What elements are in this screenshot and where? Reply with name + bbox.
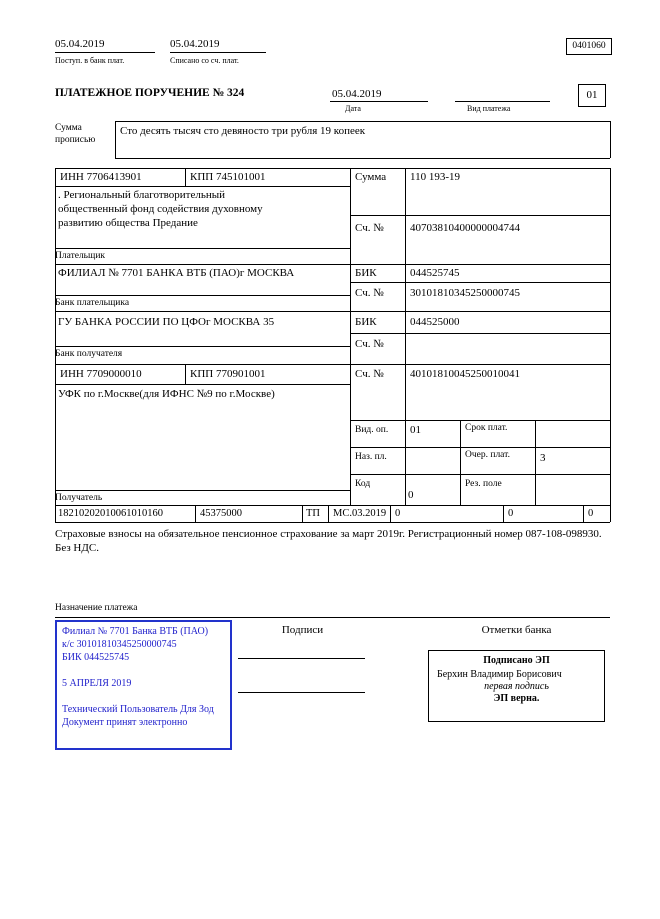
signature-line xyxy=(238,692,365,693)
payee-bank-section-label: Банк получателя xyxy=(55,349,123,359)
bank-marks-label: Отметки банка xyxy=(481,624,552,636)
form-line xyxy=(115,121,610,122)
form-line xyxy=(55,264,610,265)
sum-label: Сумма xyxy=(355,171,387,183)
underline xyxy=(55,52,155,53)
payer-bank-name: ФИЛИАЛ № 7701 БАНКА ВТБ (ПАО)г МОСКВА xyxy=(58,267,295,279)
purpose-code-label: Наз. пл. xyxy=(355,452,387,462)
bank-note-line-2: к/с 30101810345250000745 xyxy=(62,639,177,650)
form-line xyxy=(55,248,350,249)
oktmo-cell: 45375000 xyxy=(200,508,242,519)
form-line xyxy=(460,420,461,505)
payer-account-value: 40703810400000004744 xyxy=(410,222,520,234)
underline xyxy=(330,101,428,102)
payee-bank-name: ГУ БАНКА РОССИИ ПО ЦФОг МОСКВА 35 xyxy=(58,316,275,328)
signature-stamp-box xyxy=(428,650,605,722)
op-kind-label: Вид. оп. xyxy=(355,425,389,435)
pay-order-value: 3 xyxy=(540,452,546,464)
underline xyxy=(170,52,266,53)
underline xyxy=(455,101,550,102)
received-date-label: Поступ. в банк плат. xyxy=(55,56,125,65)
amount-words-label-1: Сумма xyxy=(55,123,82,133)
form-line xyxy=(503,505,504,522)
kbk-cell: 18210202010061010160 xyxy=(58,508,163,519)
status-code: 01 xyxy=(578,84,606,107)
form-line xyxy=(55,295,350,296)
payer-bank-account-label: Сч. № xyxy=(355,287,384,299)
form-line xyxy=(55,617,610,618)
doc-title: ПЛАТЕЖНОЕ ПОРУЧЕНИЕ № 324 xyxy=(55,87,245,99)
form-line xyxy=(55,505,610,506)
form-line xyxy=(55,522,610,523)
payer-inn: ИНН 7706413901 xyxy=(60,171,142,183)
doc-date-label: Дата xyxy=(345,104,361,113)
form-line xyxy=(350,215,610,216)
received-date: 05.04.2019 xyxy=(55,38,105,50)
amount-words-label-2: прописью xyxy=(55,135,96,145)
stamp-verified: ЭП верна. xyxy=(493,693,540,704)
payer-account-label: Сч. № xyxy=(355,222,384,234)
bank-note-line-4: 5 АПРЕЛЯ 2019 xyxy=(62,678,132,689)
payer-bank-section-label: Банк плательщика xyxy=(55,298,130,308)
form-line xyxy=(55,364,610,365)
bank-note-box xyxy=(55,620,232,750)
form-line xyxy=(610,168,611,522)
form-line xyxy=(115,158,610,159)
form-line xyxy=(55,168,56,522)
purpose-text: Страховые взносы на обязательное пенсионное страхование за март 2019г. Регистрационный номер 087-108-098930. Без НДС. xyxy=(55,528,602,554)
bank-note-line-5: Технический Пользователь Для Зод xyxy=(62,704,214,715)
form-line xyxy=(195,505,196,522)
basis-cell: ТП xyxy=(306,508,320,519)
payee-account-label: Сч. № xyxy=(355,368,384,380)
code-value: 0 xyxy=(408,489,414,501)
form-line xyxy=(55,168,610,169)
form-line xyxy=(55,384,350,385)
form-line xyxy=(350,168,351,505)
form-line xyxy=(350,474,610,475)
payer-bank-bik-label: БИК xyxy=(355,267,377,279)
op-kind-value: 01 xyxy=(410,424,421,436)
period-cell: МС.03.2019 xyxy=(333,508,387,519)
form-line xyxy=(390,505,391,522)
sum-value: 110 193-19 xyxy=(410,171,461,183)
form-line xyxy=(115,121,116,158)
payee-bank-bik-label: БИК xyxy=(355,316,377,328)
form-line xyxy=(55,346,350,347)
signature-line xyxy=(238,658,365,659)
code-label: Код xyxy=(355,479,371,489)
payer-section-label: Плательщик xyxy=(55,251,106,261)
form-line xyxy=(302,505,303,522)
signatures-label: Подписи xyxy=(281,624,324,636)
amount-words-value: Сто десять тысяч сто девяносто три рубля 19 копеек xyxy=(120,125,366,137)
payer-kpp: КПП 745101001 xyxy=(190,171,266,183)
purpose-label: Назначение платежа xyxy=(55,603,138,613)
form-line xyxy=(610,121,611,158)
form-line xyxy=(55,490,350,491)
bank-note-line-6: Документ принят электронно xyxy=(62,717,188,728)
form-line xyxy=(350,447,610,448)
payer-bank-account: 30101810345250000745 xyxy=(410,287,520,299)
payer-bank-bik: 044525745 xyxy=(410,267,460,279)
reserve-field-label: Рез. поле xyxy=(465,479,502,489)
stamp-signer-name: Берхин Владимир Борисович xyxy=(437,669,562,680)
payee-bank-bik: 044525000 xyxy=(410,316,460,328)
form-line xyxy=(350,282,610,283)
form-line xyxy=(185,168,186,186)
form-line xyxy=(55,186,350,187)
payee-bank-account-label: Сч. № xyxy=(355,338,384,350)
form-line xyxy=(535,420,536,505)
doc-date-cell: 0 xyxy=(508,508,514,519)
debited-date-label: Списано со сч. плат. xyxy=(170,56,239,65)
payment-kind-label: Вид платежа xyxy=(467,104,511,113)
form-line xyxy=(405,168,406,505)
bank-note-line-1: Филиал № 7701 Банка ВТБ (ПАО) xyxy=(62,626,209,637)
doc-date: 05.04.2019 xyxy=(332,88,382,100)
payment-type-cell: 0 xyxy=(588,508,594,519)
payee-name: УФК по г.Москве(для ИФНС №9 по г.Москве) xyxy=(58,388,275,400)
pay-term-label: Срок плат. xyxy=(465,423,508,433)
doc-number-cell: 0 xyxy=(395,508,401,519)
form-line xyxy=(328,505,329,522)
payee-section-label: Получатель xyxy=(55,493,103,503)
pay-order-label: Очер. плат. xyxy=(465,450,510,460)
form-line xyxy=(55,311,610,312)
bank-note-line-3: БИК 044525745 xyxy=(62,652,130,663)
form-line xyxy=(583,505,584,522)
payee-kpp: КПП 770901001 xyxy=(190,368,266,380)
form-line xyxy=(185,364,186,384)
form-code: 0401060 xyxy=(566,38,612,55)
stamp-first-signature: первая подпись xyxy=(484,681,549,692)
form-line xyxy=(350,333,610,334)
payer-name: . Региональный благотворительный общественный фонд содействия духовному развитию общества Предание xyxy=(58,189,263,229)
form-line xyxy=(350,420,610,421)
payee-inn: ИНН 7709000010 xyxy=(60,368,142,380)
payee-account-value: 40101810045250010041 xyxy=(410,368,520,380)
stamp-title: Подписано ЭП xyxy=(483,655,550,666)
debited-date: 05.04.2019 xyxy=(170,38,220,50)
